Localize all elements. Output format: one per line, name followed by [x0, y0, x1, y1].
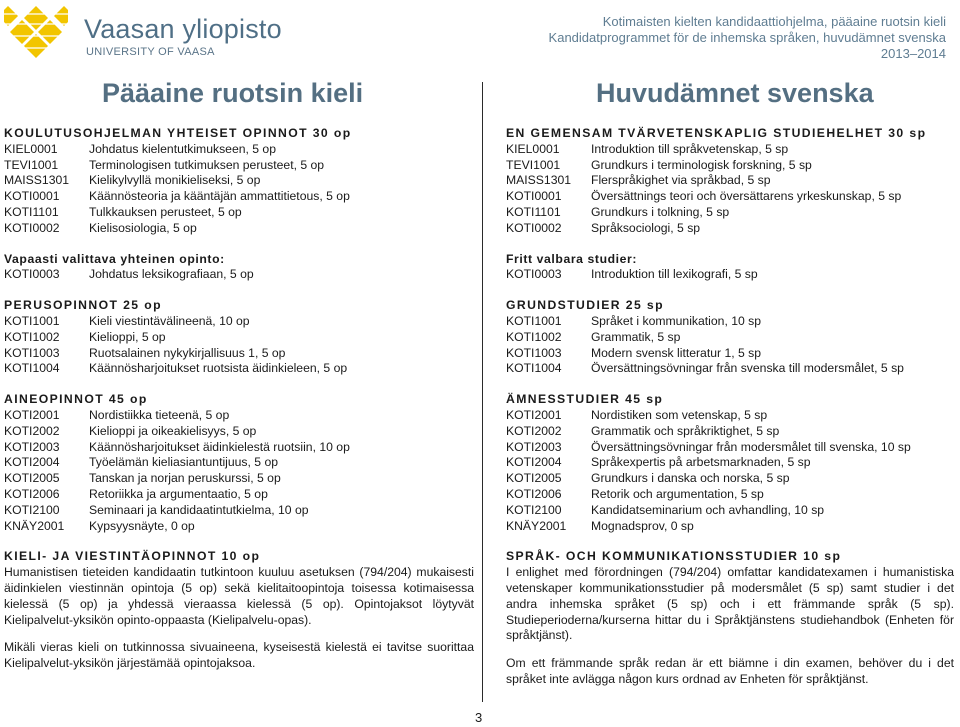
section-common-studies — [4, 126, 474, 237]
course-code: KOTI0003 — [4, 267, 60, 282]
course-name: Språkexpertis på arbetsmarknaden, 5 sp — [591, 455, 811, 470]
course-row — [4, 471, 474, 487]
section-subject-studies — [4, 392, 474, 534]
document-header-info — [549, 14, 946, 62]
course-name: Språksociologi, 5 sp — [591, 220, 701, 235]
course-code: KOTI2001 — [4, 407, 60, 422]
course-name: Introduktion till språkvetenskap, 5 sp — [591, 141, 789, 156]
course-name: Flerspråkighet via språkbad, 5 sp — [591, 173, 771, 188]
course-name: Språket i kommunikation, 10 sp — [591, 313, 762, 328]
academic-year: 2013–2014 — [880, 46, 946, 61]
program-name-swedish: Kandidatprogrammet för de inhemska språken, huvudämnet svenska — [548, 30, 946, 45]
course-code: KOTI2003 — [4, 439, 60, 454]
university-name: Vaasan yliopisto — [84, 14, 282, 44]
left-column — [4, 126, 474, 687]
course-row — [506, 158, 954, 174]
course-row — [4, 189, 474, 205]
course-code: KOTI1001 — [4, 313, 60, 328]
course-name: Grundkurs i tolkning, 5 sp — [591, 204, 730, 219]
course-code: KOTI0003 — [506, 267, 562, 282]
course-code: KOTI2100 — [506, 502, 562, 517]
course-code: MAISS1301 — [506, 173, 572, 188]
course-code: KOTI1004 — [506, 361, 562, 376]
course-row — [506, 314, 954, 330]
section-elective-common — [506, 252, 954, 284]
course-code: KIEL0001 — [4, 141, 58, 156]
course-name: Mognadsprov, 0 sp — [591, 518, 694, 533]
section-heading: SPRÅK- OCH KOMMUNIKATIONSSTUDIER 10 sp — [506, 549, 842, 564]
language-studies-note: Mikäli vieras kieli on tutkinnossa sivuaineena, kyseisestä kielestä ei tavitse suorittaa Kielipalvelut-yksikön järjestämää opintojaksoa. — [4, 640, 474, 671]
university-name-english: UNIVERSITY OF VAASA — [86, 46, 215, 58]
course-name: Käännösharjoitukset äidinkielestä ruotsiin, 10 op — [89, 439, 350, 454]
course-code: KOTI2005 — [506, 471, 562, 486]
course-code: KOTI1003 — [506, 345, 562, 360]
course-row — [4, 205, 474, 221]
section-basic-studies — [4, 298, 474, 377]
course-row — [4, 267, 474, 283]
course-row — [4, 158, 474, 174]
course-row — [506, 189, 954, 205]
course-row — [4, 330, 474, 346]
course-name: Käännösharjoitukset ruotsista äidinkieleen, 5 op — [89, 361, 348, 376]
course-name: Johdatus kielentutkimukseen, 5 op — [89, 141, 276, 156]
course-code: TEVI1001 — [506, 157, 561, 172]
course-name: Nordistiken som vetenskap, 5 sp — [591, 407, 768, 422]
course-row — [4, 346, 474, 362]
course-row — [506, 221, 954, 237]
course-name: Grammatik och språkriktighet, 5 sp — [591, 423, 780, 438]
course-row — [506, 519, 954, 535]
course-name: Seminaari ja kandidaatintutkielma, 10 op — [89, 502, 309, 517]
course-name: Grundkurs i danska och norska, 5 sp — [591, 471, 790, 486]
course-code: KOTI2004 — [4, 455, 60, 470]
course-row — [506, 455, 954, 471]
section-heading: AINEOPINNOT 45 op — [4, 392, 148, 407]
course-code: KOTI1101 — [506, 204, 561, 219]
course-name: Modern svensk litteratur 1, 5 sp — [591, 345, 762, 360]
course-name: Kandidatseminarium och avhandling, 10 sp — [591, 502, 825, 517]
course-code: KOTI1002 — [506, 329, 562, 344]
left-column-title: Pääaine ruotsin kieli — [102, 78, 364, 108]
course-code: KNÄY2001 — [4, 518, 65, 533]
course-row — [4, 503, 474, 519]
course-code: KOTI2005 — [4, 471, 60, 486]
course-name: Kielioppi, 5 op — [89, 329, 166, 344]
university-logo — [4, 6, 284, 58]
course-row — [4, 173, 474, 189]
course-code: KNÄY2001 — [506, 518, 567, 533]
course-code: MAISS1301 — [4, 173, 70, 188]
course-code: KOTI1004 — [4, 361, 60, 376]
course-name: Översättningsövningar från modersmålet till svenska, 10 sp — [591, 439, 911, 454]
course-row — [4, 221, 474, 237]
course-code: KOTI0002 — [506, 220, 562, 235]
right-column — [506, 126, 954, 703]
section-common-studies — [506, 126, 954, 237]
course-row — [506, 361, 954, 377]
section-heading: Vapaasti valittava yhteinen opinto: — [4, 251, 225, 266]
course-code: KOTI2003 — [506, 439, 562, 454]
language-studies-paragraph: Humanistisen tieteiden kandidaatin tutkintoon kuuluu asetuksen (794/204) mukaisesti äidinkielen viestinnän opintoja (5 op) sekä kielitaitoopintoja toisessa kotimaisessa kielessä (5 op) ja yhdessä vieraassa kielessä (5 op). Opintojaksot löytyvät Kielipalvelut-yksikön opinto-oppaasta (Kielipalvelu-opas). — [4, 565, 474, 627]
section-subject-studies — [506, 392, 954, 534]
course-row — [506, 440, 954, 456]
course-code: KOTI0002 — [4, 220, 60, 235]
language-studies-note: Om ett främmande språk redan är ett biämne i din examen, behöver du i det språket inte avlägga någon kurs ordnad av Enheten för språktjänst. — [506, 656, 954, 686]
course-name: Kielikylvyllä monikieliseksi, 5 op — [89, 173, 261, 188]
program-name-finnish: Kotimaisten kielten kandidaattiohjelma, pääaine ruotsin kieli — [602, 14, 946, 29]
course-row — [4, 455, 474, 471]
course-row — [4, 424, 474, 440]
course-name: Käännösteoria ja kääntäjän ammattitietous, 5 op — [89, 189, 350, 204]
section-heading: KOULUTUSOHJELMAN YHTEISET OPINNOT 30 op — [4, 126, 352, 140]
course-row — [4, 314, 474, 330]
course-name: Nordistiikka tieteenä, 5 op — [89, 407, 230, 422]
course-name: Introduktion till lexikografi, 5 sp — [591, 267, 758, 282]
section-heading: KIELI- JA VIESTINTÄOPINNOT 10 op — [4, 549, 261, 564]
course-code: KOTI1002 — [4, 329, 60, 344]
course-name: Kypsyysnäyte, 0 op — [89, 518, 195, 533]
course-code: KOTI2001 — [506, 407, 562, 422]
course-code: KOTI2100 — [4, 502, 60, 517]
section-language-studies — [506, 549, 954, 687]
course-row — [4, 440, 474, 456]
course-row — [506, 503, 954, 519]
page-number: 3 — [475, 710, 483, 725]
right-column-title: Huvudämnet svenska — [596, 78, 874, 108]
course-name: Tanskan ja norjan peruskurssi, 5 op — [89, 471, 281, 486]
course-row — [4, 487, 474, 503]
section-heading: Fritt valbara studier: — [506, 251, 638, 266]
course-name: Retorik och argumentation, 5 sp — [591, 486, 764, 501]
course-row — [506, 173, 954, 189]
course-code: KOTI1101 — [4, 204, 59, 219]
course-name: Översättnings teori och översättarens yrkeskunskap, 5 sp — [591, 189, 902, 204]
course-name: Kieli viestintävälineenä, 10 op — [89, 313, 250, 328]
course-code: KOTI1003 — [4, 345, 60, 360]
section-heading: EN GEMENSAM TVÄRVETENSKAPLIG STUDIEHELHET 30 sp — [506, 126, 927, 140]
course-row — [506, 487, 954, 503]
course-name: Grundkurs i terminologisk forskning, 5 sp — [591, 157, 812, 172]
course-row — [506, 205, 954, 221]
course-row — [506, 330, 954, 346]
course-code: TEVI1001 — [4, 157, 59, 172]
course-name: Työelämän kieliasiantuntijuus, 5 op — [89, 455, 279, 470]
university-logo-icon — [4, 6, 68, 58]
course-code: KOTI2004 — [506, 455, 562, 470]
course-row — [506, 142, 954, 158]
course-code: KOTI2002 — [506, 423, 562, 438]
section-heading: ÄMNESSTUDIER 45 sp — [506, 392, 664, 407]
section-language-studies — [4, 549, 474, 672]
section-basic-studies — [506, 298, 954, 377]
course-code: KIEL0001 — [506, 141, 560, 156]
course-row — [506, 346, 954, 362]
course-name: Översättningsövningar från svenska till modersmålet, 5 sp — [591, 361, 904, 376]
course-name: Ruotsalainen nykykirjallisuus 1, 5 op — [89, 345, 286, 360]
course-row — [4, 361, 474, 377]
section-elective-common — [4, 252, 474, 284]
course-code: KOTI1001 — [506, 313, 562, 328]
course-row — [506, 267, 954, 283]
course-code: KOTI2002 — [4, 423, 60, 438]
course-row — [506, 408, 954, 424]
course-row — [4, 408, 474, 424]
course-code: KOTI2006 — [506, 486, 562, 501]
course-name: Retoriikka ja argumentaatio, 5 op — [89, 486, 268, 501]
column-divider — [482, 82, 483, 702]
course-row — [4, 142, 474, 158]
course-name: Tulkkauksen perusteet, 5 op — [89, 204, 242, 219]
course-name: Kielioppi ja oikeakielisyys, 5 op — [89, 423, 257, 438]
section-heading: PERUSOPINNOT 25 op — [4, 298, 162, 313]
language-studies-paragraph: I enlighet med förordningen (794/204) omfattar kandidatexamen i humanistiska vetenskaper kommunikationsstudier på modersmålet (5 sp) samt studier i det andra inhemska språket (5 sp) och i ett främmande språk (5 sp). Studieperioderna/kurserna hittar du i Språktjänstens studiehandbok (Enheten för språktjänst). — [506, 565, 954, 643]
course-row — [506, 424, 954, 440]
course-name: Grammatik, 5 sp — [591, 329, 681, 344]
course-row — [4, 519, 474, 535]
section-heading: GRUNDSTUDIER 25 sp — [506, 298, 664, 313]
course-name: Johdatus leksikografiaan, 5 op — [89, 267, 254, 282]
course-code: KOTI0001 — [4, 189, 60, 204]
course-row — [506, 471, 954, 487]
course-code: KOTI2006 — [4, 486, 60, 501]
course-name: Terminologisen tutkimuksen perusteet, 5 op — [89, 157, 325, 172]
course-name: Kielisosiologia, 5 op — [89, 220, 197, 235]
course-code: KOTI0001 — [506, 189, 562, 204]
